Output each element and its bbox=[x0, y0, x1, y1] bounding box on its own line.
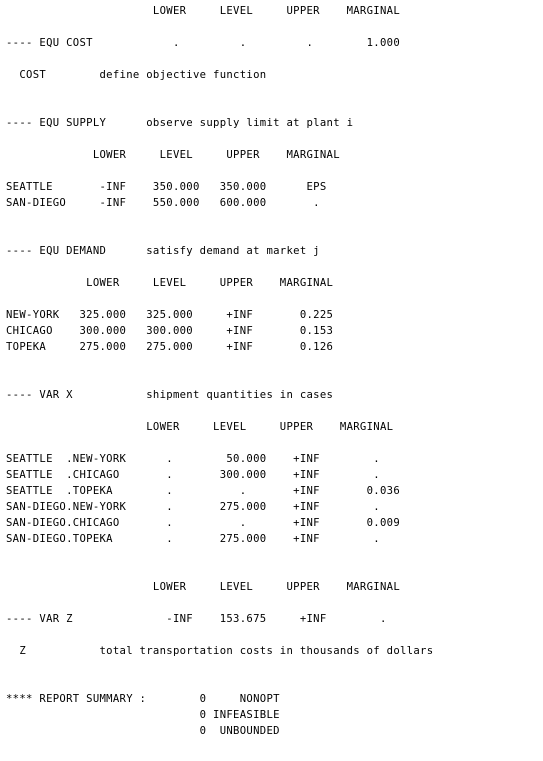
blank-line bbox=[6, 131, 433, 147]
demand-row-new-york: NEW-YORK 325.000 325.000 +INF 0.225 bbox=[6, 309, 334, 321]
equ-cost-row: ---- EQU COST . . . 1.000 bbox=[6, 37, 400, 49]
blank-line bbox=[6, 19, 433, 35]
cost-description: COST define objective function bbox=[6, 69, 267, 81]
z-description: Z total transportation costs in thousands of dollars bbox=[6, 645, 434, 657]
blank-line bbox=[6, 51, 433, 67]
blank-line bbox=[6, 547, 433, 563]
blank-line bbox=[6, 99, 433, 115]
supply-row-seattle: SEATTLE -INF 350.000 350.000 EPS bbox=[6, 181, 327, 193]
blank-line bbox=[6, 163, 433, 179]
var-x-column-header: LOWER LEVEL UPPER MARGINAL bbox=[6, 421, 394, 433]
blank-line bbox=[6, 627, 433, 643]
equ-demand-column-header: LOWER LEVEL UPPER MARGINAL bbox=[6, 277, 334, 289]
var-x-row-seattle-new-york: SEATTLE .NEW-YORK . 50.000 +INF . bbox=[6, 453, 380, 465]
var-x-row-san-diego-new-york: SAN-DIEGO.NEW-YORK . 275.000 +INF . bbox=[6, 501, 380, 513]
blank-line bbox=[6, 675, 433, 691]
demand-row-chicago: CHICAGO 300.000 300.000 +INF 0.153 bbox=[6, 325, 334, 337]
report-summary-nonopt: **** REPORT SUMMARY : 0 NONOPT bbox=[6, 693, 280, 705]
var-x-row-seattle-topeka: SEATTLE .TOPEKA . . +INF 0.036 bbox=[6, 485, 400, 497]
blank-line bbox=[6, 595, 433, 611]
report-summary-infeasible: 0 INFEASIBLE bbox=[6, 709, 280, 721]
equ-demand-header: ---- EQU DEMAND satisfy demand at market j bbox=[6, 245, 320, 257]
var-x-row-san-diego-topeka: SAN-DIEGO.TOPEKA . 275.000 +INF . bbox=[6, 533, 380, 545]
blank-line bbox=[6, 563, 433, 579]
blank-line bbox=[6, 403, 433, 419]
blank-line bbox=[6, 371, 433, 387]
var-x-row-seattle-chicago: SEATTLE .CHICAGO . 300.000 +INF . bbox=[6, 469, 380, 481]
demand-row-topeka: TOPEKA 275.000 275.000 +INF 0.126 bbox=[6, 341, 334, 353]
blank-line bbox=[6, 355, 433, 371]
solution-listing bbox=[6, 3, 433, 739]
blank-line bbox=[6, 211, 433, 227]
var-x-row-san-diego-chicago: SAN-DIEGO.CHICAGO . . +INF 0.009 bbox=[6, 517, 400, 529]
equ-supply-column-header: LOWER LEVEL UPPER MARGINAL bbox=[6, 149, 340, 161]
blank-line bbox=[6, 227, 433, 243]
equ-cost-column-header: LOWER LEVEL UPPER MARGINAL bbox=[6, 5, 400, 17]
blank-line bbox=[6, 83, 433, 99]
blank-line bbox=[6, 435, 433, 451]
var-x-header: ---- VAR X shipment quantities in cases bbox=[6, 389, 334, 401]
supply-row-san-diego: SAN-DIEGO -INF 550.000 600.000 . bbox=[6, 197, 320, 209]
var-z-column-header: LOWER LEVEL UPPER MARGINAL bbox=[6, 581, 400, 593]
equ-supply-header: ---- EQU SUPPLY observe supply limit at plant i bbox=[6, 117, 354, 129]
report-summary-unbounded: 0 UNBOUNDED bbox=[6, 725, 280, 737]
blank-line bbox=[6, 291, 433, 307]
var-z-row: ---- VAR Z -INF 153.675 +INF . bbox=[6, 613, 387, 625]
blank-line bbox=[6, 659, 433, 675]
blank-line bbox=[6, 259, 433, 275]
